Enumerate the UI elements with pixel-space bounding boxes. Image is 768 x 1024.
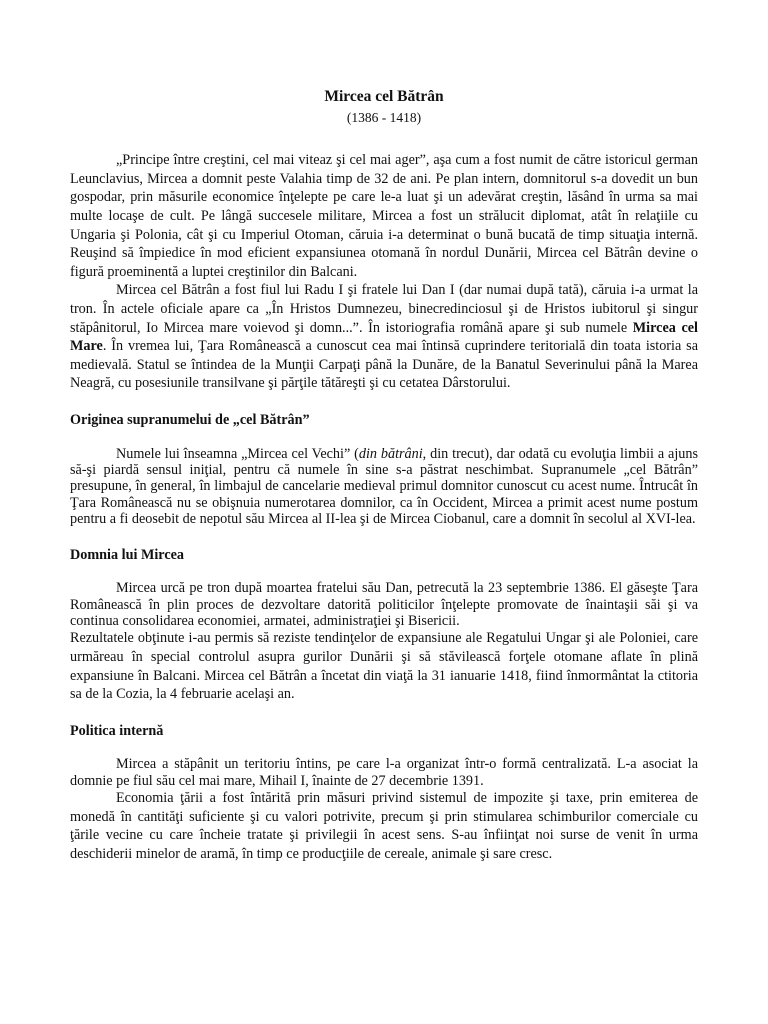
document-page	[70, 88, 698, 864]
reign-paragraph-2: Rezultatele obţinute i-au permis să reziste tendinţelor de expansiune ale Regatului Ungar şi ale Poloniei, care urmăreau în special controlul asupra gurilor Dunării şi să stăvilească forţele otomane aflate în plină expansiune în Balcani. Mircea cel Bătrân a încetat din viaţă la 31 ianuarie 1418, fiind înmormântat la ctitoria sa de la Cozia, la 4 februarie acelaşi an.	[70, 630, 698, 703]
reign-paragraph-1: Mircea urcă pe tron după moartea fratelui său Dan, petrecută la 23 septembrie 1386. El găseşte Ţara Românească în plin proces de dezvoltare datorită politicilor înţelepte promovate de înaintaşii săi şi va continua consolidarea economiei, armatei, administraţiei şi Bisericii.	[70, 580, 698, 629]
section-heading-reign: Domnia lui Mircea	[70, 546, 185, 563]
intro-paragraph-2-text-b: . În vremea lui, Ţara Românească a cunoscut cea mai întinsă cuprindere teritorială din toata istoria sa medievală. Statul se întindea de la Munţii Carpaţi până la Dunăre, de la Banatul Severinului până la Marea Neagră, cu posesiunile transilvane şi părţile tătăreşti şi cu cetatea Dârstorului.	[70, 338, 698, 392]
section-heading-internal: Politica internă	[70, 722, 164, 739]
origin-paragraph	[70, 446, 698, 528]
internal-paragraph-1: Mircea a stăpânit un teritoriu întins, pe care l-a organizat într-o formă centralizată. L-a asociat la domnie pe fiul său cel mai mare, Mihail I, înainte de 27 decembrie 1391.	[70, 756, 698, 789]
origin-paragraph-text-a: Numele lui înseamna „Mircea cel Vechi” (	[116, 445, 359, 462]
intro-paragraph-2	[70, 281, 698, 393]
origin-paragraph-text-b: , din trecut), dar odată cu evoluţia limbii a ajuns să-şi piardă sensul iniţial, pentru că numele în sine s-a păstrat neschimbat. Supranumele „cel Bătrân” presupune, în general, în limbajul de cancelarie medieval primul domnitor cunoscut cu acest nume. Întrucât în Ţara Românească nu se obişnuia numerotarea domnilor, ca în Occident, Mircea a primit acest nume postum pentru a fi deosebit de nepotul său Mircea al II-lea şi de Mircea Ciobanul, care a domnit în secolul al XVI-lea.	[70, 445, 698, 528]
intro-paragraph-2-bold: Mircea cel Mare	[70, 319, 698, 355]
intro-paragraph-2-text-a: Mircea cel Bătrân a fost fiul lui Radu I şi fratele lui Dan I (dar numai după tată), căruia i-a urmat la tron. În actele oficiale apare ca „În Hristos Dumnezeu, binecredinciosul şi de Hristos iubitorul şi singur stăpânitorul, Io Mircea mare voievod şi domn...”. În istoriografia română apare şi sub numele	[70, 282, 698, 336]
origin-paragraph-italic: din bătrâni	[358, 445, 423, 462]
document-subtitle: (1386 - 1418)	[346, 109, 422, 125]
internal-paragraph-2: Economia ţării a fost întărită prin măsuri privind sistemul de impozite şi taxe, prin emiterea de monedă în cantităţi suficiente şi cu valori potrivite, precum şi prin stimularea schimburilor comerciale cu ţările vecine cu care încheie tratate şi privilegii în acest sens. S-au înfiinţat noi surse de venit în urma deschiderii minelor de aramă, în timp ce producţiile de cereale, animale şi sare cresc.	[70, 790, 698, 862]
document-title: Mircea cel Bătrân	[324, 88, 444, 105]
intro-paragraph-1: „Principe între creştini, cel mai viteaz şi cel mai ager”, aşa cum a fost numit de către istoricul german Leunclavius, Mircea a domnit peste Valahia timp de 32 de ani. Pe plan intern, domnitorul s-a dovedit un bun gospodar, prin măsurile economice înţelepte pe care le-a luat şi un adevărat creştin, lăsând în urma sa mai multe locaşe de cult. Pe lângă succesele militare, Mircea a fost un strălucit diplomat, atât în relaţiile cu Ungaria şi Polonia, cât şi cu Imperiul Otoman, căruia i-a determinat o bună bucată de timp situaţia internă. Reuşind să împiedice în mod eficient expansiunea otomană în nordul Dunării, Mircea cel Bătrân devine o figură proeminentă a luptei creştinilor din Balcani.	[70, 152, 698, 280]
section-heading-origin: Originea supranumelui de „cel Bătrân”	[70, 411, 310, 428]
